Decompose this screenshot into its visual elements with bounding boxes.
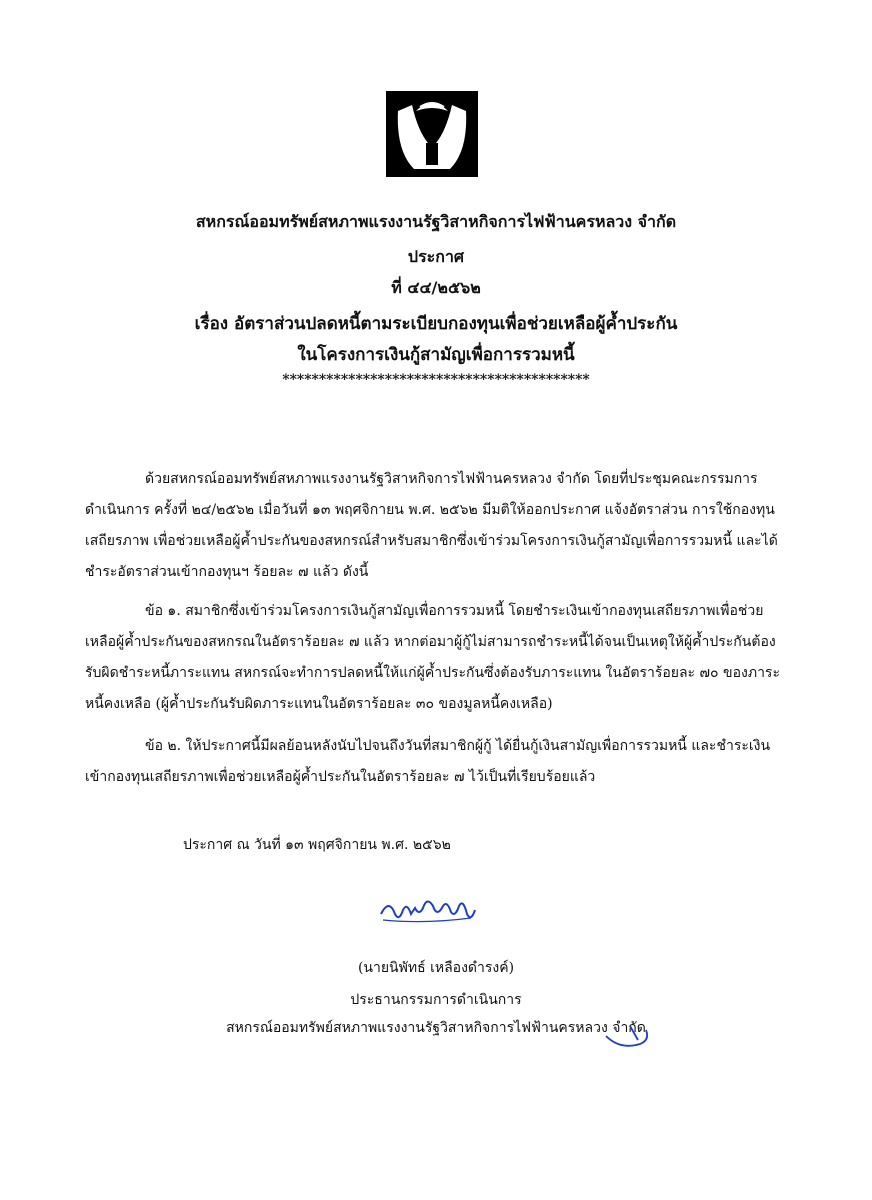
signer-organization: สหกรณ์ออมทรัพย์สหภาพแรงงานรัฐวิสาหกิจการไฟฟ้านครหลวง จำกัด bbox=[226, 1020, 646, 1036]
subject-line-1: เรื่อง อัตราส่วนปลดหนี้ตามระเบียบกองทุนเพื่อช่วยเหลือผู้ค้ำประกัน bbox=[194, 314, 678, 334]
separator: ****************************************** bbox=[282, 372, 590, 388]
signer-title: ประธานกรรมการดำเนินการ bbox=[350, 992, 522, 1008]
clause-2: ข้อ ๒. ให้ประกาศนี้มีผลย้อนหลังนับไปจนถึงวันที่สมาชิกผู้กู้ ได้ยื่นกู้เงินสามัญเพื่อการรวมหนี้ และชำระเงินเข้ากองทุนเสถียรภาพเพื่อช่วยเหลือผู้ค้ำประกันในอัตราร้อยละ ๗ ไว้เป็นที่เรียบร้อยแล้ว bbox=[85, 738, 771, 785]
signer-name: (นายนิพัทธ์ เหลืองดำรงค์) bbox=[357, 960, 515, 976]
cooperative-logo-icon bbox=[386, 91, 478, 177]
signature-icon bbox=[375, 888, 485, 932]
intro-paragraph: ด้วยสหกรณ์ออมทรัพย์สหภาพแรงงานรัฐวิสาหกิจการไฟฟ้านครหลวง จำกัด โดยที่ประชุมคณะกรรมการดำเนินการ ครั้งที่ ๒๔/๒๕๖๒ เมื่อวันที่ ๑๓ พฤศจิกายน พ.ศ. ๒๕๖๒ มีมติให้ออกประกาศ แจ้งอัตราส่วน การใช้กองทุนเสถียรภาพ เพื่อช่วยเหลือผู้ค้ำประกันของสหกรณ์สำหรับสมาชิกซึ่งเข้าร่วมโครงการเงินกู้สามัญเพื่อการรวมหนี้ และได้ชำระอัตราส่วนเข้ากองทุนฯ ร้อยละ ๗ แล้ว ดังนี้ bbox=[85, 471, 778, 580]
organization-name: สหกรณ์ออมทรัพย์สหภาพแรงงานรัฐวิสาหกิจการไฟฟ้านครหลวง จำกัด bbox=[195, 212, 677, 231]
announcement-date: ประกาศ ณ วันที่ ๑๓ พฤศจิกายน พ.ศ. ๒๕๖๒ bbox=[183, 837, 451, 853]
document-number: ที่ ๔๔/๒๕๖๒ bbox=[391, 278, 481, 297]
document-type: ประกาศ bbox=[407, 247, 465, 266]
handwritten-mark-icon bbox=[600, 1020, 654, 1052]
subject-line-2: ในโครงการเงินกู้สามัญเพื่อการรวมหนี้ bbox=[297, 345, 575, 365]
clause-1: ข้อ ๑. สมาชิกซึ่งเข้าร่วมโครงการเงินกู้สามัญเพื่อการรวมหนี้ โดยชำระเงินเข้ากองทุนเสถียรภาพเพื่อช่วยเหลือผู้ค้ำประกันของสหกรณในอัตราร้อยละ ๗ แล้ว หากต่อมาผู้กู้ไม่สามารถชำระหนี้ได้จนเป็นเหตุให้ผู้ค้ำประกันต้องรับผิดชำระหนี้ภาระแทน สหกรณ์จะทำการปลดหนี้ให้แก่ผู้ค้ำประกันซึ่งต้องรับภาระแทน ในอัตราร้อยละ ๗๐ ของภาระหนี้คงเหลือ (ผู้ค้ำประกันรับผิดภาระแทนในอัตราร้อยละ ๓๐ ของมูลหนี้คงเหลือ) bbox=[85, 603, 780, 712]
